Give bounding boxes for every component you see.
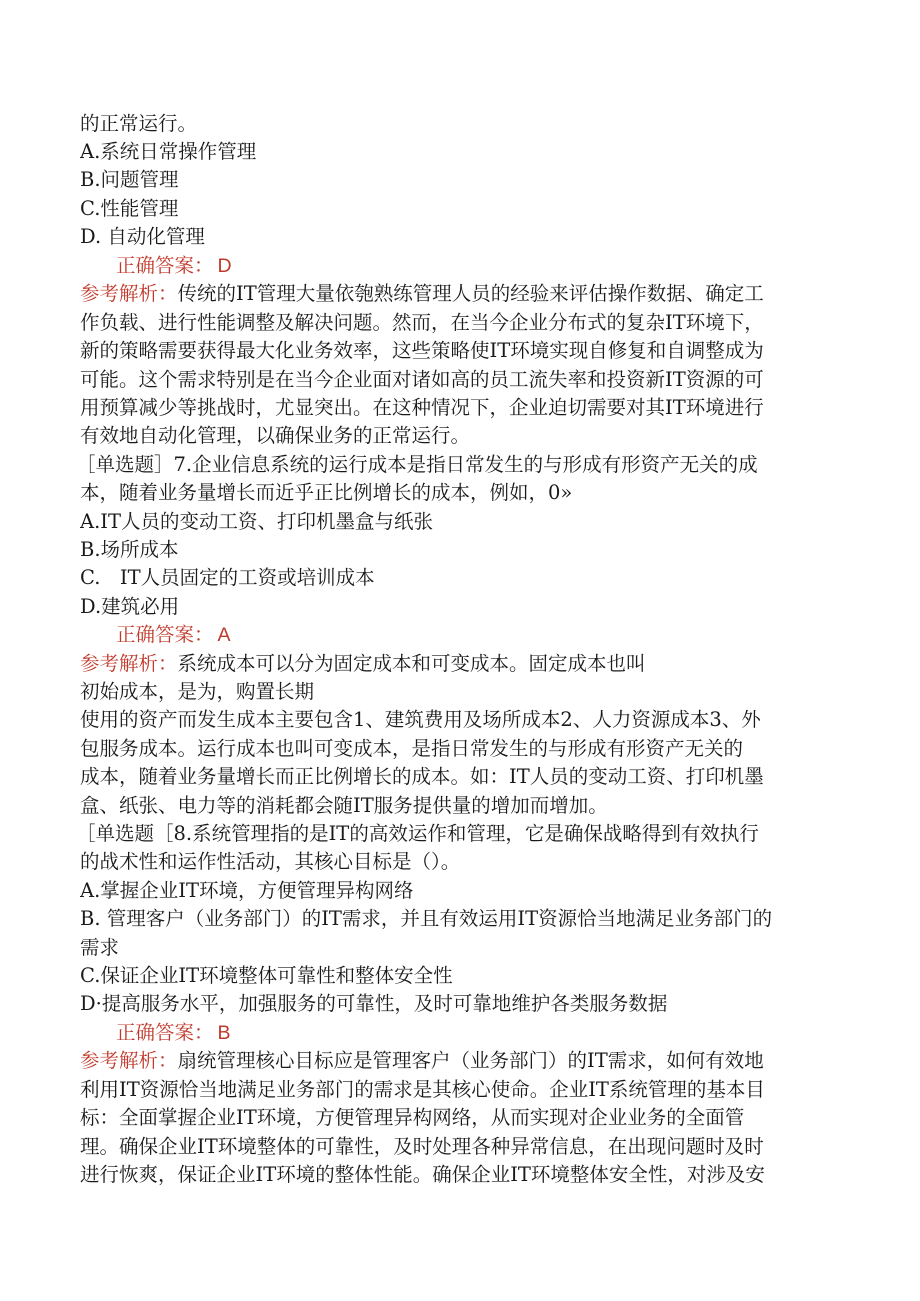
- option-a: A.IT人员的变动工资、打印机墨盒与纸张: [80, 510, 433, 533]
- analysis-line: 成本，随着业务量增长而正比例增长的成本。如：IT人员的变动工资、打印机墨: [80, 765, 764, 788]
- answer-value: D: [217, 255, 232, 277]
- analysis-line: 新的策略需要获得最大化业务效率，这些策略使IT环境实现自修复和自调整成为: [80, 339, 764, 362]
- question-stem-line: ［单选题］7.企业信息系统的运行成本是指日常发生的与形成有形资产无关的成: [76, 453, 758, 476]
- answer-label: 正确答案：: [116, 623, 214, 646]
- option-a: A.系统日常操作管理: [80, 140, 257, 163]
- option-b: B.场所成本: [80, 538, 179, 561]
- correct-answer: [116, 1019, 876, 1047]
- option-a: A.掌握企业IT环境，方便管理异构网络: [80, 879, 414, 902]
- option-c: C.保证企业IT环境整体可靠性和整体安全性: [80, 964, 453, 987]
- analysis-line: 利用IT资源恰当地满足业务部门的需求是其核心使命。企业IT系统管理的基本目: [80, 1078, 765, 1101]
- option-c: C. IT人员固定的工资或培训成本: [80, 566, 375, 589]
- answer-value: B: [217, 1022, 231, 1044]
- question-stem-line: 本，随着业务量增长而近乎正比例增长的成本，例如，0»: [80, 481, 573, 504]
- option-b: B. 管理客户（业务部门）的IT需求，并且有效运用IT资源恰当地满足业务部门的: [80, 907, 773, 930]
- analysis-line: 用预算减少等挑战时，尤显突出。在这种情况下，企业迫切需要对其IT环境进行: [80, 396, 764, 419]
- analysis-line: [80, 650, 840, 678]
- analysis-line: 初始成本，是为，购置长期: [80, 680, 315, 703]
- analysis-text: 扇统管理核心目标应是管理客户（业务部门）的IT需求，如何有效地: [177, 1049, 764, 1072]
- analysis-line: 理。确保企业IT环境整体的可靠性，及时处理各种异常信息，在出现问题时及时: [80, 1135, 764, 1158]
- option-b-continued: 需求: [80, 936, 120, 959]
- analysis-line: 包服务成本。运行成本也叫可变成本，是指日常发生的与形成有形资产无关的: [80, 737, 744, 760]
- question-stem-line: ［单选题［8.系统管理指的是IT的高效运作和管理，它是确保战略得到有效执行: [76, 822, 759, 845]
- analysis-line: 进行恢爽，保证企业IT环境的整体性能。确保企业IT环境整体安全性，对涉及安: [80, 1163, 765, 1186]
- question-stem-line: 的正常运行。: [80, 112, 198, 135]
- question-stem-line: 的战术性和运作性活动，其核心目标是（）。: [80, 850, 461, 873]
- analysis-line: [80, 280, 840, 308]
- answer-value: A: [217, 624, 231, 646]
- analysis-line: 作负载、进行性能调整及解决问题。然而，在当今企业分布式的复杂IT环境下，: [80, 311, 764, 334]
- option-d: D·提高服务水平，加强服务的可靠性，及时可靠地维护各类服务数据: [80, 992, 668, 1015]
- analysis-text: 传统的IT管理大量依匏熟练管理人员的经验来评估操作数据、确定工: [177, 282, 764, 305]
- option-d: D. 自动化管理: [80, 225, 205, 248]
- answer-label: 正确答案：: [116, 254, 214, 277]
- option-c: C.性能管理: [80, 197, 179, 220]
- analysis-line: 盒、纸张、电力等的消耗都会随IT服务提供量的增加而增加。: [80, 794, 608, 817]
- option-b: B.问题管理: [80, 168, 179, 191]
- answer-label: 正确答案：: [116, 1021, 214, 1044]
- analysis-line: 标：全面掌握企业IT环境，方便管理异构网络，从而实现对企业业务的全面管: [80, 1106, 745, 1129]
- analysis-line: 使用的资产而发生成本主要包含1、建筑费用及场所成本2、人力资源成本3、外: [80, 708, 761, 731]
- correct-answer: [116, 252, 876, 280]
- analysis-text: 系统成本可以分为固定成本和可变成本。固定成本也叫: [177, 652, 646, 675]
- analysis-line: 有效地自动化管理，以确保业务的正常运行。: [80, 424, 471, 447]
- correct-answer: [116, 621, 876, 649]
- analysis-label: 参考解析：: [80, 282, 178, 305]
- analysis-label: 参考解析：: [80, 1049, 178, 1072]
- analysis-line: [80, 1047, 840, 1075]
- option-d: D.建筑必用: [80, 595, 180, 618]
- analysis-line: 可能。这个需求特别是在当今企业面对诸如高的员工流失率和投资新IT资源的可: [80, 368, 764, 391]
- analysis-label: 参考解析：: [80, 652, 178, 675]
